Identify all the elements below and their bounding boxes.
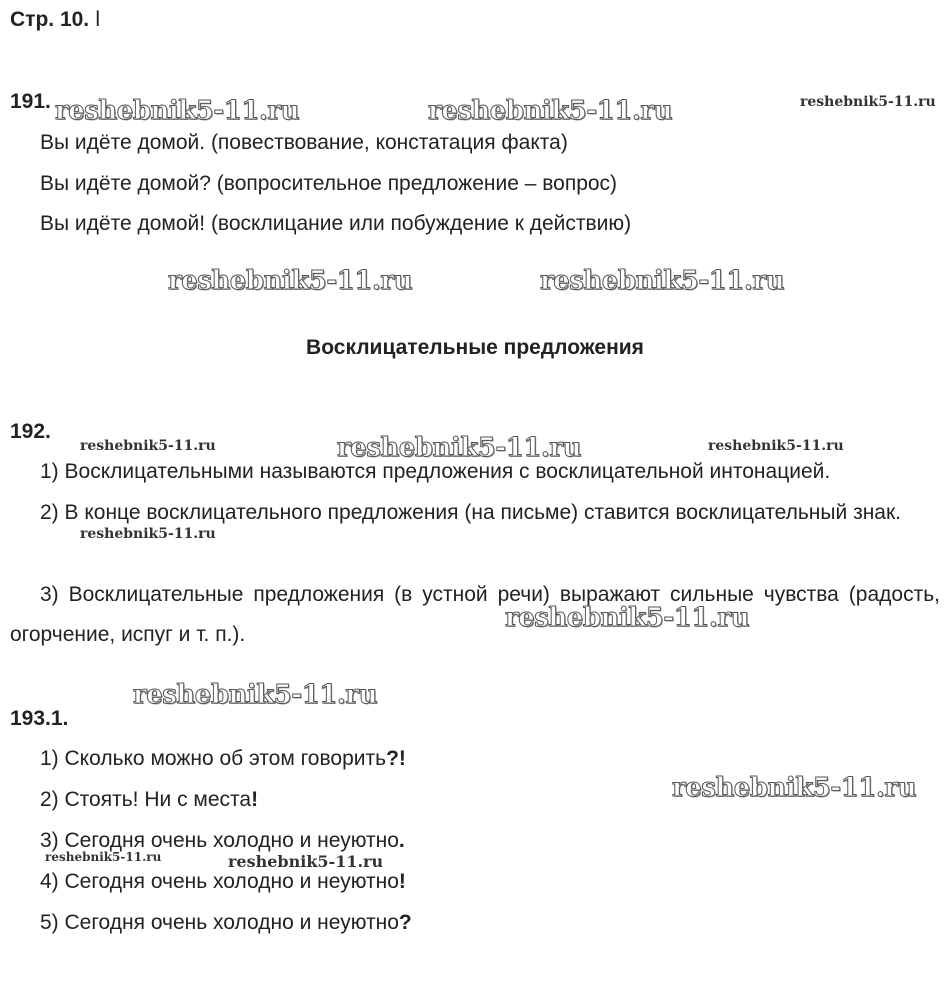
watermark: reshebnik5-11.ru [428, 96, 673, 126]
watermark: reshebnik5-11.ru [80, 526, 216, 542]
watermark: reshebnik5-11.ru [168, 266, 413, 296]
punctuation-mark: ! [398, 870, 406, 893]
exercise-191-number: 191. [10, 90, 51, 113]
punctuation-mark: . [398, 829, 405, 852]
exercise-191-line: Вы идёте домой? (вопросительное предложение – вопрос) [40, 172, 618, 195]
text-cursor: ǀ [94, 8, 101, 31]
exercise-192-item: 2) В конце восклицательного предложения (на письме) ставится восклицательный знак. [40, 501, 901, 524]
punctuation-mark: ?! [386, 747, 406, 770]
watermark: reshebnik5-11.ru [337, 433, 582, 463]
exercise-193-item: 5) Сегодня очень холодно и неуютно? [40, 911, 412, 934]
punctuation-mark: ! [251, 788, 259, 811]
watermark: reshebnik5-11.ru [800, 94, 936, 110]
page-label: Стр. 10. ǀ [10, 8, 101, 31]
watermark: reshebnik5-11.ru [133, 680, 378, 710]
exercise-192-number: 192. [10, 420, 51, 443]
watermark: reshebnik5-11.ru [540, 266, 785, 296]
exercise-191-line: Вы идёте домой. (повествование, констатация факта) [40, 131, 568, 154]
exercise-191-line: Вы идёте домой! (восклицание или побуждение к действию) [40, 212, 632, 235]
punctuation-mark: ? [398, 911, 412, 934]
watermark: reshebnik5-11.ru [55, 96, 300, 126]
watermark: reshebnik5-11.ru [80, 438, 216, 454]
watermark: reshebnik5-11.ru [228, 852, 384, 871]
exercise-193-item: 2) Стоять! Ни с места! [40, 788, 259, 811]
exercise-193-item: 1) Сколько можно об этом говорить?! [40, 747, 406, 770]
section-heading: Восклицательные предложения [306, 336, 644, 359]
watermark: reshebnik5-11.ru [45, 850, 162, 864]
exercise-192-item: 1) Восклицательными называются предложения с восклицательной интонацией. [40, 460, 831, 483]
exercise-193-item: 4) Сегодня очень холодно и неуютно! [40, 870, 406, 893]
watermark: reshebnik5-11.ru [672, 773, 917, 803]
exercise-193-item: 3) Сегодня очень холодно и неуютно. [40, 829, 405, 852]
exercise-193-number: 193.1. [10, 707, 69, 730]
exercise-192-item: 3) Восклицательные предложения (в устной речи) выражают сильные чувства (радость, огорчение, испуг и т. п.). [10, 583, 940, 646]
watermark: reshebnik5-11.ru [505, 603, 750, 633]
watermark: reshebnik5-11.ru [708, 438, 844, 454]
